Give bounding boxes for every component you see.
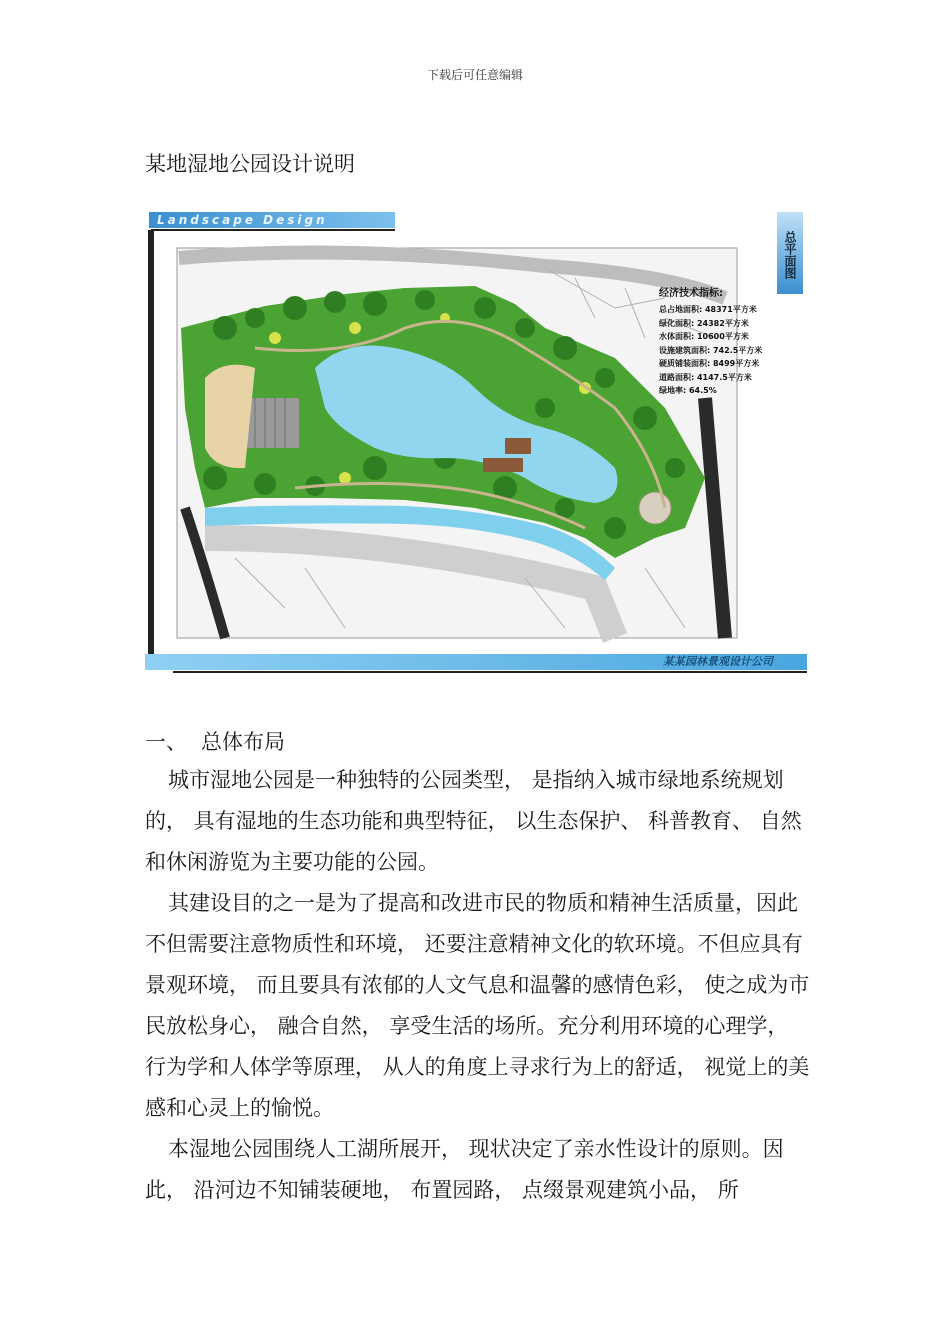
designer-signature: 某某园林景观设计公司	[663, 655, 773, 668]
body-text	[145, 760, 810, 1211]
indicators-title: 经济技术指标:	[659, 288, 723, 299]
technical-indicators	[659, 284, 799, 398]
indicator-row: 设施建筑面积: 742.5平方米	[659, 345, 763, 355]
section-title: 总体布局	[201, 730, 285, 754]
indicator-row: 硬质铺装面积: 8499平方米	[659, 359, 760, 368]
site-plan-figure	[145, 208, 807, 676]
indicator-row: 水体面积: 10600平方米	[659, 332, 749, 341]
figure-rule	[173, 671, 807, 673]
figure-side-tab: 总平面图	[777, 212, 803, 294]
paragraph: 其建设目的之一是为了提高和改进市民的物质和精神生活质量，因此不但需要注意物质性和环境， 还要注意精神文化的软环境。不但应具有景观环境， 而且要具有浓郁的人文气息和温馨的感情色彩， 使之成为市民放松身心， 融合自然， 享受生活的场所。充分利用环境的心理学， 行为学和人体学等原理， 从人的角度上寻求行为上的舒适， 视觉上的美感和心灵上的愉悦。	[145, 891, 810, 1120]
indicator-row: 道路面积: 4147.5平方米	[659, 372, 752, 382]
paragraph: 城市湿地公园是一种独特的公园类型， 是指纳入城市绿地系统规划的， 具有湿地的生态功能和典型特征， 以生态保护、 科普教育、 自然和休闲游览为主要功能的公园。	[145, 768, 802, 874]
header-note: 下载后可任意编辑	[426, 68, 523, 82]
round-plaza	[639, 492, 671, 524]
indicator-row: 总占地面积: 48371平方米	[659, 305, 757, 314]
section-heading	[145, 726, 285, 756]
figure-banner: Landscape Design	[149, 212, 395, 228]
site-plan-drawing	[145, 208, 807, 676]
pavilion	[505, 438, 531, 454]
document-title: 某地湿地公园设计说明	[145, 152, 355, 176]
section-number: 一、	[145, 730, 187, 754]
paragraph: 本湿地公园围绕人工湖所展开， 现状决定了亲水性设计的原则。因此， 沿河边不知铺装硬地， 布置园路， 点缀景观建筑小品， 所	[145, 1137, 784, 1202]
indicator-row: 绿地率: 64.5%	[659, 386, 717, 395]
indicator-row: 绿化面积: 24382平方米	[659, 318, 749, 328]
pavilion	[483, 458, 523, 472]
